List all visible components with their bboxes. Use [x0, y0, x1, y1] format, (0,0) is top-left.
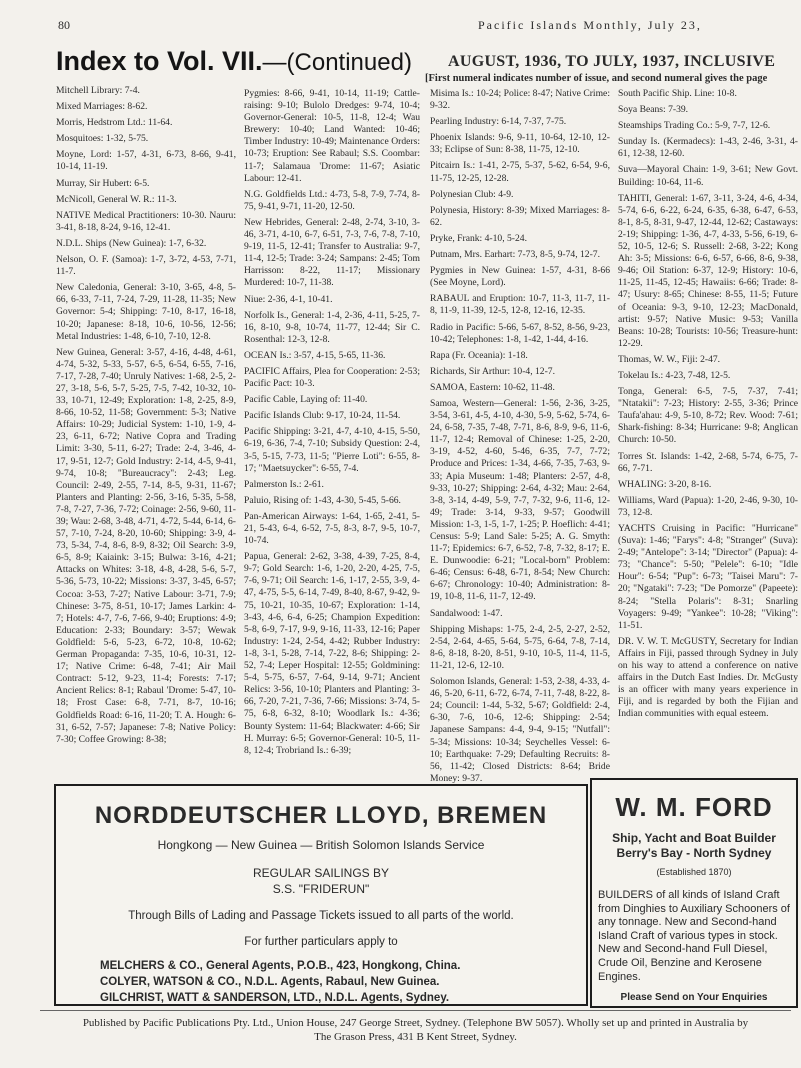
lloyd-agents [56, 958, 586, 1006]
index-entry: Pygmies in New Guinea: 1-57, 4-31, 8-66 (See Moyne, Lord). [430, 265, 610, 289]
lloyd-agent: MELCHERS & CO., General Agents, P.O.B., 423, Hongkong, China. [100, 960, 461, 972]
index-entry: Pygmies: 8-66, 9-41, 10-14, 11-19; Cattle-raising: 9-10; Bulolo Dredges: 9-74, 10-4; Governor-General: 10-5, 11-8, 12-4; Wau Brewery: 10-40; Land Wanted: 10-46; Timber Industry: 10-49; Maintenance Orders: 10-73; Eruption: See Rabaul; S.S. Coombar: 11-7; Salamaua 'Drome: 11-67; Asiatic Labour: 12-41. [244, 88, 420, 184]
index-entry: Solomon Islands, General: 1-53, 2-38, 4-33, 4-46, 5-20, 6-11, 6-72, 6-74, 7-11, 7-48, 8-22, 8-24; Council: 1-44, 5-32, 5-67; Goldfield: 2-4, 6-30, 7-6, 10-6, 12-6; Shipping: 2-54; Japanese Sampans: 4-4, 9-4, 9-15; "Nutfall": 5-34; Missions: 10-34; Seychelles Vessel: 6-10; Earthquake: 7-29; Defaulting Recruits: 8-56, 11-42; Closed Districts: 8-64; Bride Money: 9-37. [430, 676, 610, 784]
ford-subtitle-line: Berry's Bay - North Sydney [616, 846, 772, 860]
ford-title: W. M. FORD [615, 792, 773, 822]
index-entry: Suva—Mayoral Chain: 1-9, 3-61; New Govt. Building: 10-64, 11-6. [618, 164, 798, 188]
ford-advertisement [590, 778, 798, 1008]
index-entry: Papua, General: 2-62, 3-38, 4-39, 7-25, 8-4, 9-7; Gold Search: 1-6, 1-20, 2-20, 4-25, 7-5, 7-6, 9-71; Oil Search: 1-6, 1-17, 2-55, 3-9, 4-47, 4-75, 5-5, 6-14, 7-49, 8-40, 8-67, 9-42, 9-75, 10-21, 10-35, 10-67; Exploration: 1-14, 3-43, 4-6, 6-4, 6-25; Champion Expedition: 5-8, 6-9, 7-17, 9-9, 9-16, 11-33, 12-16; Paper Industry: 1-24, 2-54, 4-42; Rubber Industry: 1-8, 3-1, 5-28, 7-14, 7-22, 8-6; Shipping: 2-52, 7-4; Leper Hospital: 12-55; Goldmining: 5-4, 5-75, 6-57, 7-64, 9-14, 9-71; Ancient Relics: 3-56, 10-10; Planters and Planting: 3-66, 7-20, 7-21, 7-36, 7-66; Missions: 3-74, 5-75, 6-8, 6-32, 8-10; Woodlark Is.: 4-36; Bounty System: 11-64; Blackwater: 4-66; Sir H. Murray: 6-5; Governor-General: 10-5, 11-8, 12-4; Trobriand Is.: 6-39; [244, 551, 420, 756]
index-entry: WHALING: 3-20, 8-16. [618, 478, 712, 490]
index-entry: Misima Is.: 10-24; Police: 8-47; Native Crime: 9-32. [430, 88, 610, 112]
running-header [58, 18, 791, 34]
lloyd-advertisement [54, 784, 588, 1006]
publisher-footer [40, 1016, 791, 1044]
index-entry: N.D.L. Ships (New Guinea): 1-7, 6-32. [56, 237, 207, 249]
footer-line: Published by Pacific Publications Pty. Ltd., Union House, 247 George Street, Sydney. (Telephone BW 5057). Wholly set up and printed in Australia by [82, 1017, 749, 1029]
index-column-1 [56, 85, 236, 765]
footer-divider [40, 1010, 791, 1011]
lloyd-further-particulars: For further particulars apply to [244, 936, 398, 948]
index-entry: New Hebrides, General: 2-48, 2-74, 3-10, 3-46, 3-71, 4-10, 6-7, 6-51, 7-3, 7-6, 7-8, 7-10, 9-19, 11-5, 12-41; Transfer to Australia: 9-7, 11-4, 12-5; Trade: 3-24; Sampans: 2-45; Tom Harrisson: 8-22, 11-17; Missionary Murdered: 10-7, 11-38. [244, 216, 420, 289]
index-entry: RABAUL and Eruption: 10-7, 11-3, 11-7, 11-8, 11-9, 11-39, 12-5, 12-8, 12-16, 12-35. [430, 293, 610, 317]
index-title-main: Index to Vol. VII. [56, 46, 263, 76]
lloyd-regular-sailings: REGULAR SAILINGS BY [252, 866, 390, 880]
index-entry: Tonga, General: 6-5, 7-5, 7-37, 7-41; "Ntatakii": 7-23; History: 2-55, 3-36; Prince Taufa'ahau: 4-9, 5-10, 8-72; Rev. Wood: 7-61; Shark-fishing: 8-34; Hurricane: 9-8; Anglican Church: 10-50. [618, 386, 798, 446]
index-entry: Richards, Sir Arthur: 10-4, 12-7. [430, 365, 555, 377]
lloyd-through-bills: Through Bills of Lading and Passage Tickets issued to all parts of the world. [128, 910, 514, 922]
index-entry: New Guinea, General: 3-57, 4-16, 4-48, 4-61, 4-74, 5-32, 5-33, 5-57, 6-5, 6-54, 6-55, 7-16, 7-17, 7-28, 7-40; Unruly Natives: 1-68, 2-5, 2-27, 3-18, 5-6, 5-7, 5-25, 7-5, 7-42, 10-32, 10-33, 10-71, 12-49; Exploration: 1-8, 2-25, 8-9, 8-66, 10-52, 11-58; Government: 5-3; Native Affairs: 10-29; Judicial System: 1-10, 1-9, 4-23, 6-11, 6-72; Native Copra and Trading Limit: 3-30, 5-11, 6-27; Trade: 2-4, 3-46, 4-17, 9-51, 12-7; Gold Industry: 2-14, 4-5, 9-41, 9-74, 10-8; "Bureaucracy": 2-43; Leg. Council: 2-49, 2-55, 7-14, 8-5, 9-31, 11-67; Planters and Planting: 2-56, 3-16, 5-35, 5-58, 7-8, 7-27, 7-36, 7-72; Coinage: 2-56, 9-60, 11-39; Wau: 2-68, 3-48, 4-71, 4-72, 5-44, 6-14, 6-57, 7-10, 7-24, 8-20, 10-60; Shipping: 3-9, 4-73, 5-34, 7-4, 8-6, 8-9, 8-32; Oil Search: 3-9, 6-5, 8-9; Kaiaink: 3-15; Bulwa: 3-16, 4-21; Attacks on Whites: 3-18, 4-8, 4-28, 5-6, 5-7, 5-36, 5-73, 10-22; Missions: 3-37, 3-45, 6-57; Cocoa: 3-53, 7-27; Native Labour: 3-71, 7-9; Chinese: 3-75, 8-51, 10-17; James Larkin: 4-7; Hotels: 4-7, 7-6, 7-66, 9-40; Eruptions: 4-9; Education: 2-33; Boundary: 3-57; Wewak Goldfield: 5-6, 5-23, 6-72, 10-8, 10-62; German Propaganda: 7-35, 10-6, 10-31, 12-17; Native Crime: 6-48, 7-41; Air Mail Contract: 5-12, 9-23, 11-4; Forests: 7-17; Ancient Relics: 8-1; Rabaul 'Drome: 5-47, 10-18; Frost Case: 6-8, 7-71, 8-7, 10-16; Goldfields Road: 6-16, 11-20; T. A. Hough: 6-31, 6-52, 7-57; Japanese: 7-8; Native Policy: 7-30; Coffee Growing: 8-38; [56, 346, 236, 745]
index-entry: YACHTS Cruising in Pacific: "Hurricane" (Suva): 1-46; "Farys": 4-8; "Stranger" (Suva): 2-49; "Antelope": 3-14; "Director" (Papua): 4-73; "Chance": 5-50; "Pelele": 6-10; "Idle Hour": 6-54; "Pup": 6-73; "Taisei Maru": 7-20; "Ngataki": 7-23; "De Pomorze" (Papeete): 8-24; "Stella Polaris": 8-31; Snarling Voyagers: 9-49; "Yankee": 10-28; "Viking": 11-51. [618, 523, 798, 631]
index-entry: Murray, Sir Hubert: 6-5. [56, 177, 150, 189]
index-entry: Shipping Mishaps: 1-75, 2-4, 2-5, 2-27, 2-52, 2-54, 2-64, 4-65, 5-64, 5-75, 6-64, 7-8, 7-14, 8-6, 8-18, 8-20, 8-51, 9-10, 10-5, 11-4, 11-5, 11-21, 12-6, 12-10. [430, 623, 610, 671]
index-entry: Williams, Ward (Papua): 1-20, 2-46, 9-30, 10-73, 12-8. [618, 494, 798, 518]
index-entry: New Caledonia, General: 3-10, 3-65, 4-8, 5-66, 6-33, 7-11, 7-24, 7-29, 11-28, 11-35; New Governor: 5-4; Shipping: 7-10, 8-17, 16-18, 10-20; Japanese: 8-18, 10-6, 10-56, 12-56; Metal Industries: 1-48, 6-10, 7-10, 12-8. [56, 282, 236, 342]
ford-enquiries: Please Send on Your Enquiries [620, 992, 768, 1004]
index-entry: Polynesia, History: 8-39; Mixed Marriages: 8-62. [430, 204, 610, 228]
index-entry: PACIFIC Affairs, Plea for Cooperation: 2-53; Pacific Pact: 10-3. [244, 365, 420, 390]
index-title-continued: —(Continued) [262, 49, 412, 76]
footer-line: The Grason Press, 431 B Kent Street, Sydney. [314, 1031, 517, 1043]
index-entry: SAMOA, Eastern: 10-62, 11-48. [430, 381, 555, 393]
index-column-2 [244, 88, 420, 765]
index-entry: Thomas, W. W., Fiji: 2-47. [618, 353, 721, 365]
index-title [56, 46, 412, 77]
index-entry: Niue: 2-36, 4-1, 10-41. [244, 293, 333, 305]
date-range: AUGUST, 1936, TO JULY, 1937, INCLUSIVE [448, 53, 776, 70]
index-entry: Nelson, O. F. (Samoa): 1-7, 3-72, 4-53, 7-71, 11-7. [56, 254, 236, 278]
index-entry: NATIVE Medical Practitioners: 10-30. Nauru: 3-41, 8-18, 8-24, 9-16, 12-41. [56, 209, 236, 233]
index-entry: Rapa (Fr. Oceania): 1-18. [430, 349, 528, 361]
index-entry: TAHITI, General: 1-67, 3-11, 3-24, 4-6, 4-34, 5-74, 6-6, 6-22, 6-24, 6-35, 6-38, 6-47, 6-53, 8-1, 8-5, 8-31, 9-47, 12-44, 12-62; Castaways: 2-19; Shipping: 1-36, 4-7, 4-33, 5-56, 6-19, 6-52, 10-5, 12-6; S. Russell: 2-68, 3-22; Kong Ah: 3-5; Missions: 6-6, 6-57, 6-66, 8-6, 9-38, 9-46; Oil Station: 6-37, 12-9; History: 10-6, 11-25, 11-45, 12-45; Hawaiis: 6-66; Trade: 8-47; Usury: 8-65; Chinese: 8-55, 11-5; Future of Oceania: 9-3, 9-10, 12-23; MacDonald, artist: 9-57; Native Music: 9-53; Vanilla Beans: 10-28; Tourists: 10-56; Treasure-hunt: 12-29. [618, 192, 798, 349]
index-entry: N.G. Goldfields Ltd.: 4-73, 5-8, 7-9, 7-74, 8-75, 9-41, 9-71, 11-20, 12-50. [244, 188, 420, 212]
ford-subtitle-line: Ship, Yacht and Boat Builder [612, 831, 776, 845]
index-entry: Moyne, Lord: 1-57, 4-31, 6-73, 8-66, 9-41, 10-14, 11-19. [56, 149, 236, 173]
lloyd-agent: COLYER, WATSON & CO., N.D.L. Agents, Rabaul, New Guinea. [100, 976, 440, 988]
index-entry: Mixed Marriages: 8-62. [56, 101, 148, 113]
numeral-note: [First numeral indicates number of issue, and second numeral gives the page [425, 73, 768, 84]
index-entry: Tokelau Is.: 4-23, 7-48, 12-5. [618, 369, 731, 381]
index-entry: Paluio, Rising of: 1-43, 4-30, 5-45, 5-66. [244, 494, 401, 506]
ford-established: (Established 1870) [656, 867, 732, 877]
index-entry: OCEAN Is.: 3-57, 4-15, 5-65, 11-36. [244, 349, 386, 361]
index-entry: Pryke, Frank: 4-10, 5-24. [430, 232, 527, 244]
index-entry: McNicoll, General W. R.: 11-3. [56, 193, 177, 205]
lloyd-route: Hongkong — New Guinea — British Solomon Islands Service [157, 838, 485, 852]
index-entry: Pacific Cable, Laying of: 11-40. [244, 394, 368, 406]
index-entry: Polynesian Club: 4-9. [430, 188, 514, 200]
index-entry: Mitchell Library: 7-4. [56, 85, 140, 96]
index-entry: Norfolk Is., General: 1-4, 2-36, 4-11, 5-25, 7-16, 8-10, 9-8, 10-74, 11-77, 12-44; Sir C. Rosenthal: 12-3, 12-8. [244, 309, 420, 345]
page-number: 80 [58, 18, 70, 32]
index-entry: Sunday Is. (Kermadecs): 1-43, 2-46, 3-31, 4-61, 12-38, 12-60. [618, 136, 798, 160]
index-entry: Pearling Industry: 6-14, 7-37, 7-75. [430, 116, 567, 128]
lloyd-ship-name: S.S. "FRIDERUN" [272, 882, 370, 896]
index-entry: Pitcairn Is.: 1-41, 2-75, 5-37, 5-62, 6-54, 9-6, 11-75, 12-25, 12-28. [430, 160, 610, 184]
index-entry: Soya Beans: 7-39. [618, 104, 689, 116]
index-entry: Sandalwood: 1-47. [430, 607, 503, 619]
news-item-mcgusty: DR. V. W. T. McGUSTY, Secretary for Indian Affairs in Fiji, passed through Sydney in July on his way to attend a conference on native affairs in the Dutch East Indies. Dr. McGusty is an officer with many years experience in Fiji, and is regarded by both the Fijian and Indian communities with equal esteem. [618, 635, 798, 720]
index-entry: Samoa, Western—General: 1-56, 2-36, 3-25, 3-54, 3-61, 4-5, 4-10, 4-30, 5-9, 5-62, 5-74, 6-24, 6-58, 7-35, 7-48, 7-71, 8-6, 8-9, 9-6, 11-6, 11-7, 12-4; Removal of Chinese: 1-25, 2-20, 3-19, 4-52, 4-60, 5-46, 6-35, 7-7, 7-72; Produce and Prices: 1-34, 4-66, 7-35, 7-63, 9-33; Apia Museum: 1-48; Planters: 2-57, 4-8, 9-33, 10-27; Shipping: 2-64, 4-32; Mau: 2-64, 3-8, 3-14, 4-49, 5-9, 7-7, 7-32, 9-6, 11-6, 12-49; Trade: 3-14, 9-33, 9-57; Goodwill Mission: 1-3, 1-5, 1-7, 1-25; P. Hoeflich: 4-41; Census: 5-9; Land Sale: 5-25; A. G. Smyth: 11-7; Epidemics: 6-7, 6-52, 7-8, 7-32, 8-17; E. E. Dunwoodie: 6-21; "Local-born" Problem: 6-46; Census: 6-48, 6-71, 8-54; New Church: 6-67; Chronology: 10-40; Administration: 8-19, 10-8, 11-6, 11-7, 12-49. [430, 397, 610, 603]
index-entry: Phoenix Islands: 9-6, 9-11, 10-64, 12-10, 12-33; Eclipse of Sun: 8-38, 11-75, 12-10. [430, 132, 610, 156]
lloyd-title: NORDDEUTSCHER LLOYD, BREMEN [94, 802, 548, 829]
index-column-3 [430, 88, 610, 784]
index-entry: Steamships Trading Co.: 5-9, 7-7, 12-6. [618, 120, 771, 132]
index-entry: Putnam, Mrs. Earhart: 7-73, 8-5, 9-74, 12-7. [430, 249, 600, 261]
index-entry: Torres St. Islands: 1-42, 2-68, 5-74, 6-75, 7-66, 7-71. [618, 450, 798, 474]
index-entry: Radio in Pacific: 5-66, 5-67, 8-52, 8-56, 9-23, 10-42; Telephones: 1-8, 1-42, 1-44, 4-16. [430, 321, 610, 345]
running-head: Pacific Islands Monthly, July 23, [478, 18, 702, 32]
index-entry: Pacific Shipping: 3-21, 4-7, 4-10, 4-15, 5-50, 6-19, 6-36, 7-4, 7-10; Subsidy Question: 2-4, 3-5, 5-15, 7-73, 11-5; "Pierre Loti": 6-55, 8-17; "Maetsuycker": 6-55, 7-4. [244, 426, 420, 474]
index-entry: Pan-American Airways: 1-64, 1-65, 2-41, 5-21, 5-43, 6-4, 6-52, 7-5, 8-3, 8-7, 9-5, 10-7, 10-74. [244, 510, 420, 547]
index-entry: Mosquitoes: 1-32, 5-75. [56, 133, 149, 145]
index-entry: Pacific Islands Club: 9-17, 10-24, 11-54. [244, 410, 401, 422]
lloyd-agent: GILCHRIST, WATT & SANDERSON, LTD., N.D.L. Agents, Sydney. [100, 992, 450, 1004]
index-entry: Morris, Hedstrom Ltd.: 11-64. [56, 117, 173, 129]
index-column-4 [618, 88, 798, 778]
index-entry: South Pacific Ship. Line: 10-8. [618, 88, 737, 99]
ford-body: BUILDERS of all kinds of Island Craft from Dinghies to Auxiliary Schooners of any tonnage. New and Second-hand Island Craft of various types in stock. New and Second-hand Full Diesel, Crude Oil, Benzine and Kerosene Engines. [598, 889, 790, 983]
ford-subtitle [592, 831, 796, 861]
index-entry: Palmerston Is.: 2-61. [244, 478, 324, 490]
